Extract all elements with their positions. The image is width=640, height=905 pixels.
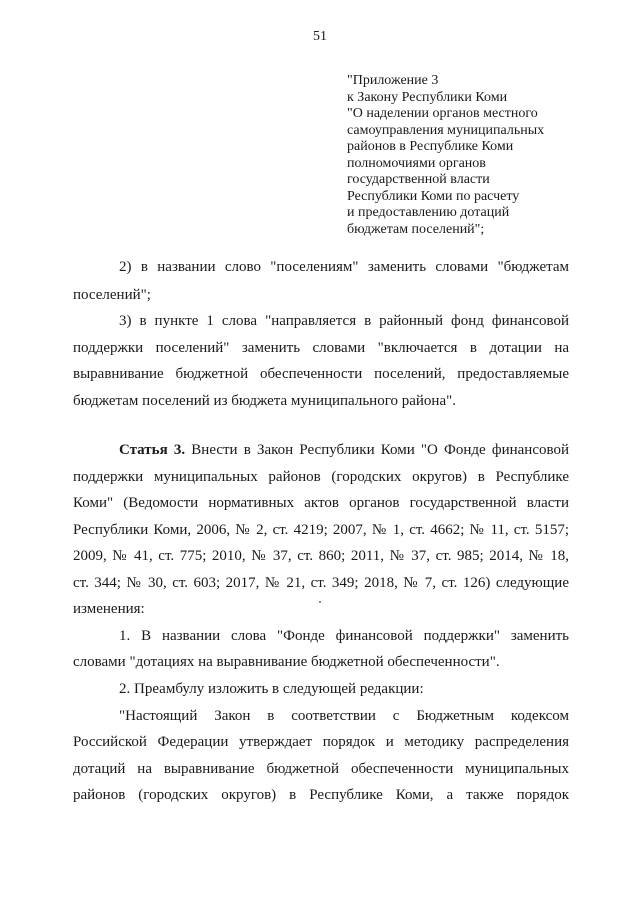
article3-first-line	[119, 441, 569, 459]
item3-line: 3) в пункте 1 слова "направляется в районный фонд финансовой	[119, 313, 569, 329]
change1-line: 1. В названии слова "Фонде финансовой поддержки" заменить	[119, 628, 569, 644]
article3-line: поддержки муниципальных районов (городских округов) в Республике	[73, 469, 569, 485]
article-heading: Статья 3.	[119, 442, 186, 458]
article3-line: Коми" (Ведомости нормативных актов органов государственной власти	[73, 495, 569, 511]
appendix-line: районов в Республике Коми	[347, 139, 514, 154]
appendix-line: "Приложение 3	[347, 73, 439, 88]
item3-line: поддержки поселений" заменить словами "включается в дотации на	[73, 340, 569, 356]
scan-speck	[319, 601, 321, 603]
change1-line: словами "дотациях на выравнивание бюджетной обеспеченности".	[73, 654, 500, 670]
item2-line: 2) в названии слово "поселениям" заменить словами "бюджетам	[119, 259, 569, 275]
appendix-line: самоуправления муниципальных	[347, 122, 545, 138]
appendix-line: государственной власти	[347, 172, 490, 187]
article3-line: изменения:	[73, 601, 145, 617]
article3-line: 2009, № 41, ст. 775; 2010, № 37, ст. 860; 2011, № 37, ст. 985; 2014, № 18,	[73, 548, 569, 564]
item2-line: поселений";	[73, 287, 151, 303]
quote-line: "Настоящий Закон в соответствии с Бюджетным кодексом	[119, 708, 569, 724]
appendix-line: бюджетам поселений";	[347, 221, 485, 237]
quote-line: районов (городских округов) в Республике Коми, а также порядок	[73, 787, 569, 803]
appendix-line: полномочиями органов	[347, 155, 486, 171]
item3-line: выравнивание бюджетной обеспеченности поселений, предоставляемые	[73, 366, 569, 382]
appendix-line: и предоставлению дотаций	[347, 205, 510, 220]
appendix-heading-block	[347, 73, 617, 238]
appendix-line: Республики Коми по расчету	[347, 188, 520, 204]
quote-line: Российской Федерации утверждает порядок и методику распределения	[73, 734, 569, 750]
article3-line: Республики Коми, 2006, № 2, ст. 4219; 2007, № 1, ст. 4662; № 11, ст. 5157;	[73, 522, 569, 538]
appendix-line: к Закону Республики Коми	[347, 89, 508, 105]
change2-line: 2. Преамбулу изложить в следующей редакции:	[119, 681, 424, 697]
quote-line: дотаций на выравнивание бюджетной обеспеченности муниципальных	[73, 761, 569, 777]
appendix-line: "О наделении органов местного	[347, 106, 538, 121]
article3-line: ст. 344; № 30, ст. 603; 2017, № 21, ст. 349; 2018, № 7, ст. 126) следующие	[73, 575, 569, 591]
article3-text: Внести в Закон Республики Коми "О Фонде финансовой	[185, 442, 569, 458]
item3-line: бюджетам поселений из бюджета муниципального района".	[73, 393, 456, 409]
page-number: 51	[313, 29, 327, 44]
